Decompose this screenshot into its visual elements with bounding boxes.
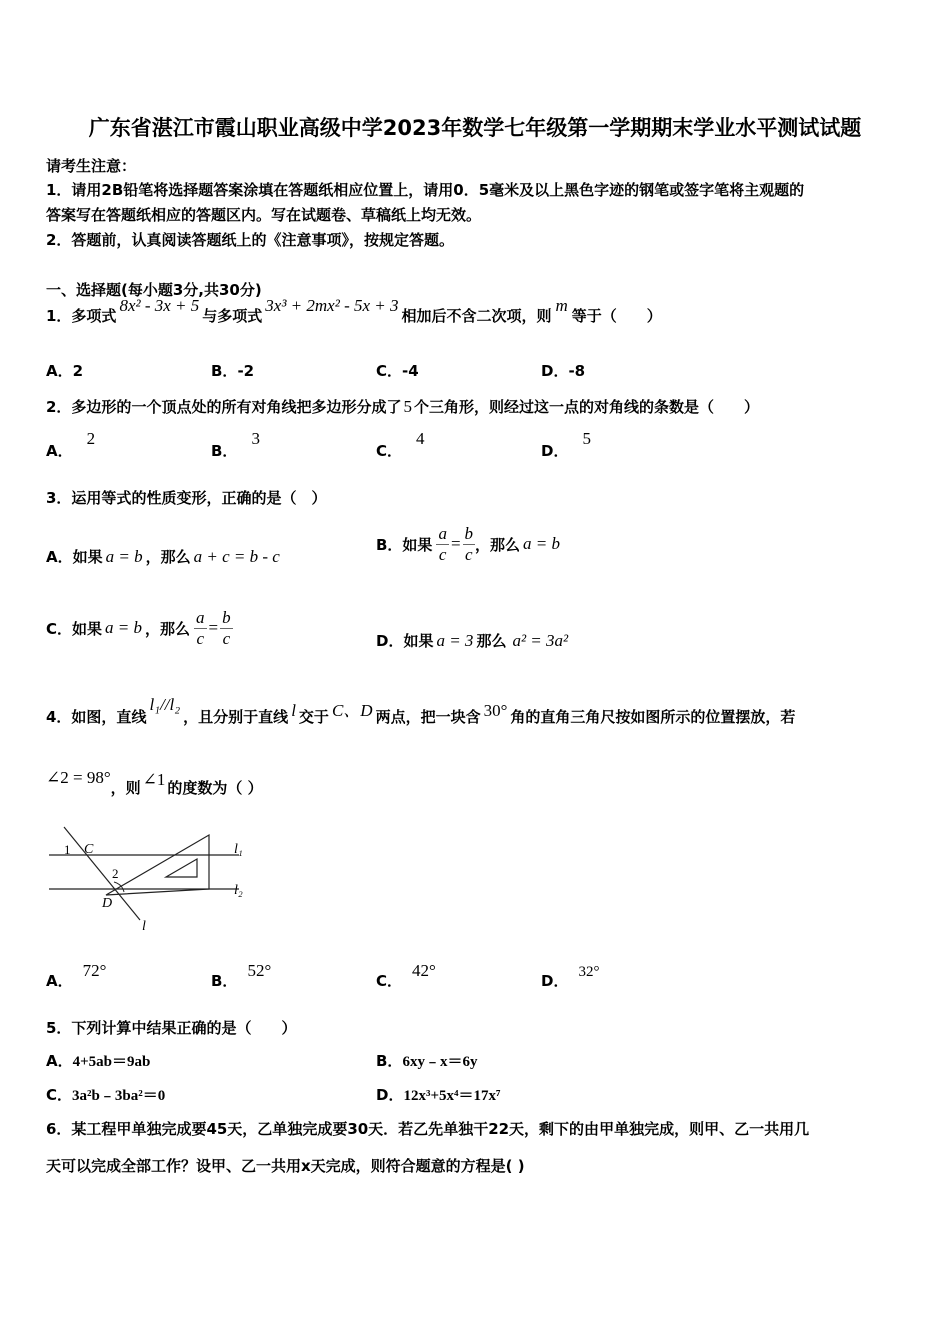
q4-figure bbox=[44, 822, 264, 937]
notice-item-1-line-1: 1．请用2B铅笔将选择题答案涂填在答题纸相应位置上，请用0．5毫米及以上黑色字迹的钢笔或签字笔将主观题的 bbox=[46, 181, 805, 199]
q5-option-c[interactable]: C．3a²b﹣3ba²＝0 bbox=[46, 1086, 166, 1104]
q1-option-b[interactable]: B．-2 bbox=[211, 362, 255, 380]
q1-option-c[interactable]: C．-4 bbox=[376, 362, 419, 380]
angle-2-label: 2 bbox=[112, 866, 119, 881]
notice-item-1-line-2: 答案写在答题纸相应的答题区内。写在试题卷、草稿纸上均无效。 bbox=[46, 206, 482, 224]
point-d-label: D bbox=[102, 896, 113, 911]
q2-option-c[interactable]: C．4 bbox=[376, 429, 425, 460]
q2-num: 5 bbox=[403, 397, 412, 416]
q2-option-d[interactable]: D．5 bbox=[541, 429, 591, 460]
question-2-stem: 2．多边形的一个顶点处的所有对角线把多边形分成了 5 个三角形，则经过这一点的对角线的条数是（ ） bbox=[46, 397, 759, 416]
question-4-stem-line-1: 4．如图，直线l₁//l₂，且分别于直线 l 交于 C、D 两点，把一块含 30° 角的直角三角尺按如图所示的位置摆放，若 bbox=[46, 695, 796, 726]
q1-poly-1: 8x² - 3x + 5 bbox=[119, 296, 200, 315]
q3-option-b[interactable]: B．如果 $\frac{a}{c}$ = $\frac{b}{c}$ ，那么 a = b bbox=[376, 523, 561, 564]
q1-var: m bbox=[555, 296, 568, 315]
question-4-stem-line-2: ∠2 = 98°，则 ∠1 的度数为（ ） bbox=[46, 768, 263, 797]
q4-option-d[interactable]: D． 32° bbox=[541, 964, 600, 990]
q2-option-b[interactable]: B．3 bbox=[211, 429, 260, 460]
l1-label: l₁ bbox=[234, 842, 243, 857]
q3-option-c[interactable]: C．如果 a = b ，那么 $\frac{a}{c}$ = $\frac{b}{c}$ bbox=[46, 607, 231, 648]
q5-option-b[interactable]: B．6xy﹣x＝6y bbox=[376, 1052, 478, 1070]
q3-option-a[interactable]: A．如果 a = b ，那么 a + c = b - c bbox=[46, 547, 280, 566]
question-6-stem-line-1: 6．某工程甲单独完成要45天，乙单独完成要30天．若乙先单独干22天，剩下的由甲单独完成，则甲、乙一共用几 bbox=[46, 1120, 810, 1138]
q4-option-b[interactable]: B．52° bbox=[211, 961, 272, 990]
q2-option-a[interactable]: A．2 bbox=[46, 429, 96, 460]
q4-option-a[interactable]: A．72° bbox=[46, 961, 107, 990]
question-1-stem bbox=[46, 296, 662, 326]
q1-mid: 与多项式 bbox=[202, 307, 263, 325]
question-6-stem-line-2: 天可以完成全部工作？设甲、乙一共用x天完成，则符合题意的方程是( ) bbox=[46, 1157, 525, 1175]
q4-option-c[interactable]: C．42° bbox=[376, 961, 436, 990]
q5-option-d[interactable]: D．12x³+5x⁴＝17x⁷ bbox=[376, 1086, 501, 1104]
section-heading: 一、选择题(每小题3分,共30分) bbox=[46, 281, 262, 299]
q1-suffix: 相加后不含二次项，则 bbox=[401, 307, 552, 325]
q1-option-d[interactable]: D．-8 bbox=[541, 362, 586, 380]
page-title: 广东省湛江市霞山职业高级中学2023年数学七年级第一学期期末学业水平测试试题 bbox=[88, 116, 862, 140]
l-label: l bbox=[142, 919, 146, 934]
q3-option-d[interactable]: D．如果 a = 3 那么 a² = 3a² bbox=[376, 631, 569, 650]
q1-prefix: 1．多项式 bbox=[46, 307, 117, 325]
l2-label: l₂ bbox=[234, 883, 243, 898]
q1-end: 等于（ ） bbox=[571, 307, 662, 325]
point-c-label: C bbox=[84, 842, 94, 857]
notice-heading: 请考生注意： bbox=[46, 157, 137, 175]
q1-option-a[interactable]: A．2 bbox=[46, 362, 84, 380]
triangle-ruler-inner bbox=[166, 859, 197, 877]
q5-option-a[interactable]: A．4+5ab＝9ab bbox=[46, 1052, 151, 1070]
question-5-stem: 5．下列计算中结果正确的是（ ） bbox=[46, 1019, 297, 1037]
question-3-stem: 3．运用等式的性质变形，正确的是（ ） bbox=[46, 489, 327, 507]
q1-poly-2: 3x³ + 2mx² - 5x + 3 bbox=[265, 296, 399, 315]
angle-1-label: 1 bbox=[64, 842, 71, 857]
notice-item-2: 2．答题前，认真阅读答题纸上的《注意事项》，按规定答题。 bbox=[46, 231, 454, 249]
